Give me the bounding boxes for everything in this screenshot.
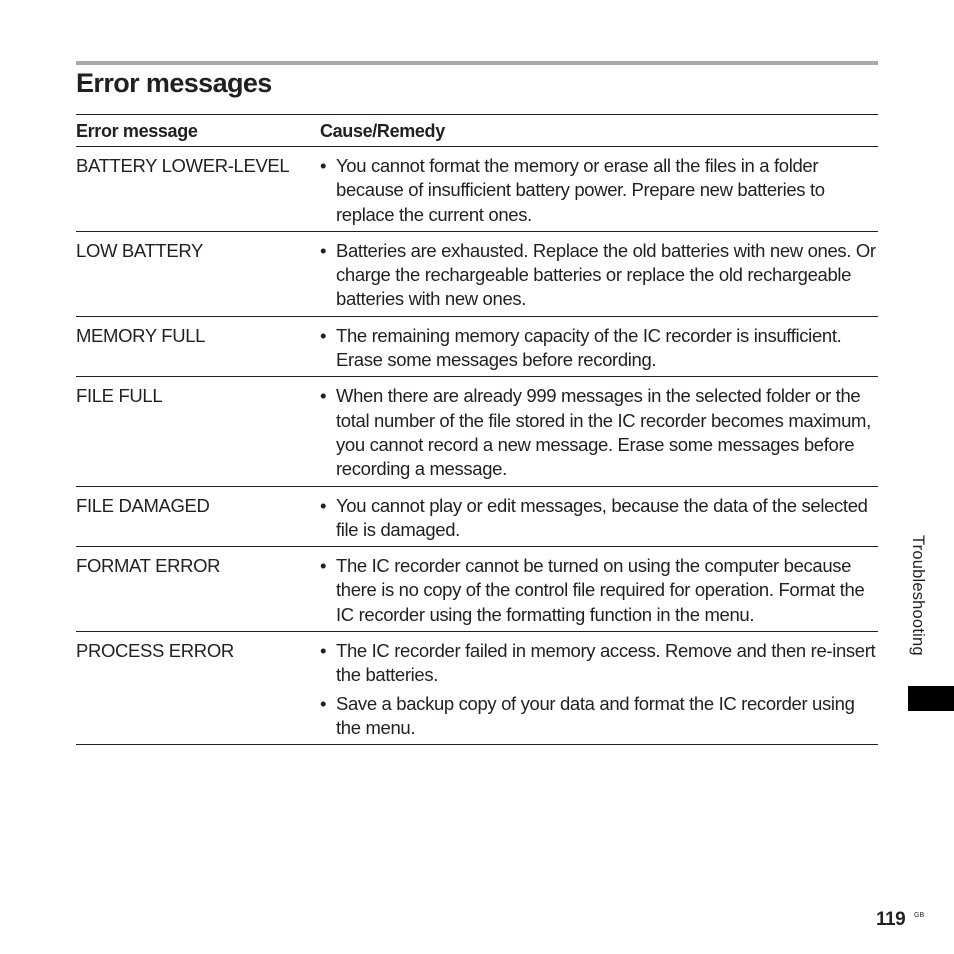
- remedy-cell: [320, 486, 878, 547]
- remedy-item: [320, 324, 878, 373]
- remedy-text: You cannot play or edit messages, because the data of the selected file is damaged.: [336, 494, 868, 540]
- table-row: [76, 316, 878, 377]
- remedy-item: [320, 692, 878, 741]
- error-name: BATTERY LOWER-LEVEL: [76, 147, 320, 232]
- error-name: FORMAT ERROR: [76, 547, 320, 632]
- remedy-list: [320, 154, 878, 227]
- table-row: [76, 377, 878, 486]
- remedy-cell: [320, 231, 878, 316]
- remedy-list: [320, 324, 878, 373]
- error-name: PROCESS ERROR: [76, 632, 320, 745]
- remedy-list: [320, 384, 878, 481]
- bullet-icon: •: [320, 692, 327, 714]
- remedy-text: The remaining memory capacity of the IC recorder is insufficient. Erase some messages before recording.: [336, 324, 842, 371]
- page-title: Error messages: [76, 68, 272, 98]
- bullet-icon: •: [320, 324, 327, 346]
- table-header-row: [76, 115, 878, 147]
- bullet-icon: •: [320, 640, 327, 662]
- remedy-item: [320, 384, 878, 481]
- header-error-message: Error message: [76, 115, 320, 147]
- remedy-item: [320, 154, 878, 227]
- remedy-list: [320, 494, 878, 543]
- remedy-cell: [320, 632, 878, 745]
- remedy-item: [320, 554, 878, 627]
- remedy-item: [320, 239, 878, 312]
- error-table-container: [76, 114, 878, 745]
- remedy-cell: [320, 316, 878, 377]
- bullet-icon: •: [320, 555, 327, 577]
- remedy-item: [320, 639, 878, 688]
- error-name: MEMORY FULL: [76, 316, 320, 377]
- remedy-text: The IC recorder failed in memory access. Remove and then re-insert the batteries.: [336, 640, 876, 686]
- bullet-icon: •: [320, 494, 327, 516]
- table-row: [76, 486, 878, 547]
- remedy-cell: [320, 547, 878, 632]
- remedy-cell: [320, 377, 878, 486]
- table-row: [76, 547, 878, 632]
- section-tab-marker: [908, 686, 954, 711]
- remedy-text: Batteries are exhausted. Replace the old batteries with new ones. Or charge the rechargeable batteries or replace the old rechargeable batteries with new ones.: [336, 239, 876, 310]
- error-messages-table: [76, 114, 878, 745]
- header-cause-remedy: Cause/Remedy: [320, 115, 878, 147]
- remedy-cell: [320, 147, 878, 232]
- remedy-list: [320, 639, 878, 740]
- bullet-icon: •: [320, 155, 327, 176]
- remedy-text: You cannot format the memory or erase all the files in a folder because of insufficient battery power. Prepare new batteries to replace the current ones.: [336, 155, 825, 225]
- remedy-text: The IC recorder cannot be turned on using the computer because there is no copy of the control file required for operation. Format the IC recorder using the formatting function in the menu.: [336, 555, 865, 625]
- title-rule: [76, 61, 878, 65]
- page-language-suffix: GB: [914, 912, 925, 919]
- error-name: FILE DAMAGED: [76, 486, 320, 547]
- bullet-icon: •: [320, 239, 327, 261]
- table-row: [76, 231, 878, 316]
- error-name: FILE FULL: [76, 377, 320, 486]
- page-number: 119: [876, 909, 906, 930]
- remedy-list: [320, 239, 878, 312]
- section-side-label: Troubleshooting: [909, 535, 927, 656]
- remedy-item: [320, 494, 878, 543]
- table-row: [76, 147, 878, 232]
- bullet-icon: •: [320, 385, 327, 407]
- remedy-text: Save a backup copy of your data and format the IC recorder using the menu.: [336, 692, 855, 738]
- error-name: LOW BATTERY: [76, 231, 320, 316]
- table-row: [76, 632, 878, 745]
- remedy-text: When there are already 999 messages in the selected folder or the total number of the file stored in the IC recorder becomes maximum, you cannot record a new message. Erase some messages before recording a message.: [336, 385, 871, 480]
- remedy-list: [320, 554, 878, 627]
